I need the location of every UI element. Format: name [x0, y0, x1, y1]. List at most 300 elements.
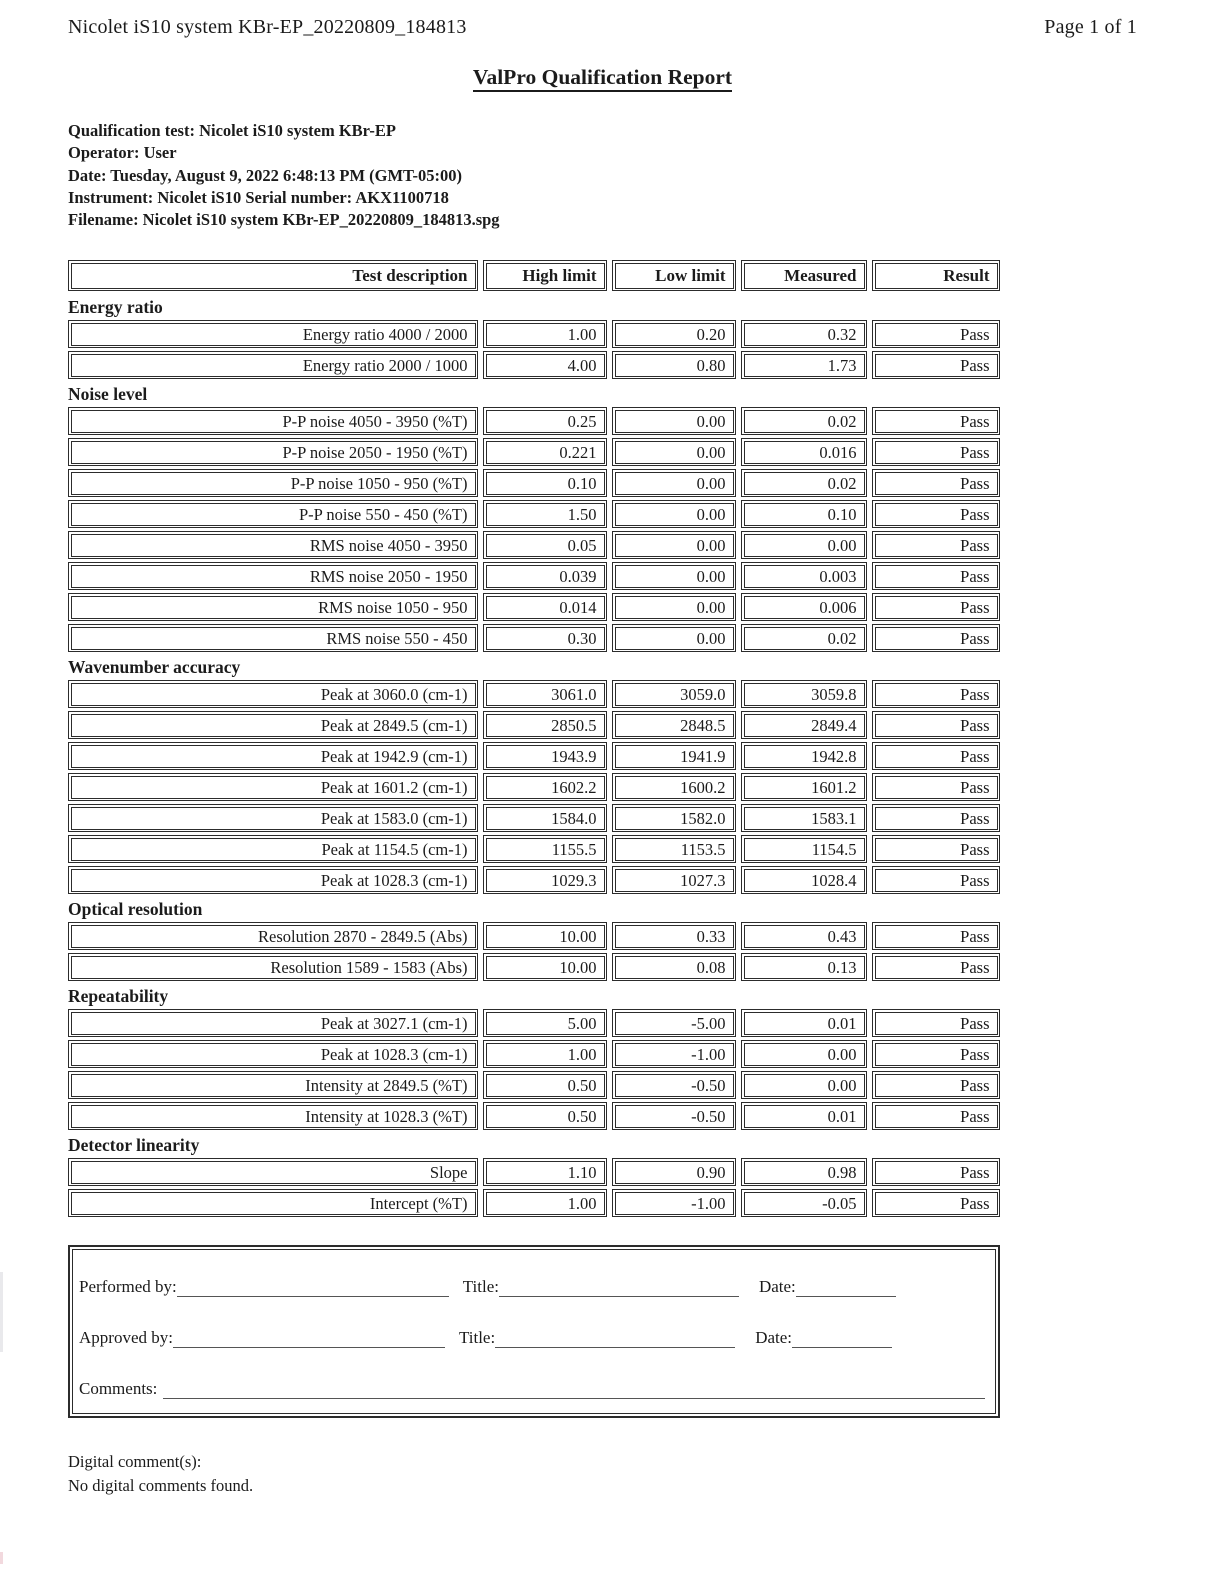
cell-text: 2850.5 [486, 714, 605, 737]
cell-low [612, 593, 736, 621]
cell-text: 3061.0 [486, 683, 605, 706]
cell-text: 0.20 [615, 323, 734, 346]
title-line [495, 1332, 735, 1348]
cell-low [612, 804, 736, 832]
approved-by-row [79, 1328, 989, 1348]
cell-high [483, 711, 607, 739]
cell-text: Resolution 2870 - 2849.5 (Abs) [71, 925, 476, 948]
cell-result [872, 593, 1000, 621]
report-title: ValPro Qualification Report [68, 65, 1137, 90]
cell-measured [741, 680, 867, 708]
cell-text: -0.05 [744, 1192, 865, 1215]
table-row [68, 1158, 1000, 1186]
cell-low [612, 711, 736, 739]
cell-text: Pass [875, 1105, 998, 1128]
cell-test [68, 866, 478, 894]
cell-text: Pass [875, 1074, 998, 1097]
meta-qualification-test: Qualification test: Nicolet iS10 system KBr-EP [68, 121, 396, 140]
cell-result [872, 680, 1000, 708]
table-row [68, 1102, 1000, 1130]
column-header-test-description: Test description [68, 260, 478, 291]
digital-comments [68, 1450, 1137, 1498]
cell-text: RMS noise 4050 - 3950 [71, 534, 476, 557]
title-label: Title: [462, 1277, 499, 1297]
cell-high [483, 438, 607, 466]
cell-text: 0.003 [744, 565, 865, 588]
cell-low [612, 1102, 736, 1130]
table-row [68, 1071, 1000, 1099]
cell-high [483, 804, 607, 832]
scan-edge-artifact [0, 1552, 3, 1564]
cell-result [872, 1158, 1000, 1186]
cell-text: Pass [875, 410, 998, 433]
table-row [68, 773, 1000, 801]
cell-text: RMS noise 1050 - 950 [71, 596, 476, 619]
performed-by-row [79, 1277, 989, 1297]
cell-measured [741, 351, 867, 379]
table-row [68, 1189, 1000, 1217]
cell-test [68, 624, 478, 652]
date-label: Date: [755, 1328, 793, 1348]
column-header-result: Result [872, 260, 1000, 291]
cell-text: P-P noise 4050 - 3950 (%T) [71, 410, 476, 433]
cell-measured [741, 1102, 867, 1130]
cell-result [872, 804, 1000, 832]
cell-high [483, 531, 607, 559]
cell-text: 0.50 [486, 1074, 605, 1097]
cell-text: 1.00 [486, 1192, 605, 1215]
cell-test [68, 1040, 478, 1068]
cell-test [68, 562, 478, 590]
cell-text: Intensity at 2849.5 (%T) [71, 1074, 476, 1097]
cell-test [68, 1158, 478, 1186]
cell-text: 1942.8 [744, 745, 865, 768]
section-label-detector-linearity: Detector linearity [68, 1135, 200, 1156]
table-row [68, 804, 1000, 832]
meta-instrument: Instrument: Nicolet iS10 Serial number: AKX1100718 [68, 187, 449, 207]
cell-high [483, 320, 607, 348]
cell-text: -1.00 [615, 1192, 734, 1215]
cell-result [872, 1071, 1000, 1099]
cell-test [68, 804, 478, 832]
cell-text: 0.80 [615, 354, 734, 377]
column-header-measured: Measured [741, 260, 867, 291]
cell-text: 1029.3 [486, 869, 605, 892]
cell-result [872, 1189, 1000, 1217]
cell-text: Pass [875, 838, 998, 861]
scan-edge-artifact [0, 1272, 3, 1352]
cell-test [68, 835, 478, 863]
cell-text: Peak at 2849.5 (cm-1) [71, 714, 476, 737]
cell-low [612, 320, 736, 348]
cell-text: Pass [875, 323, 998, 346]
table-row [68, 624, 1000, 652]
cell-low [612, 773, 736, 801]
performed-by-label: Performed by: [79, 1277, 177, 1297]
meta-operator: Operator: User [68, 143, 177, 163]
cell-text: 0.00 [744, 534, 865, 557]
table-row [68, 866, 1000, 894]
cell-result [872, 1102, 1000, 1130]
cell-test [68, 593, 478, 621]
cell-text: P-P noise 550 - 450 (%T) [71, 503, 476, 526]
cell-measured [741, 562, 867, 590]
cell-text: 2849.4 [744, 714, 865, 737]
cell-text: 0.00 [615, 565, 734, 588]
cell-text: Peak at 1028.3 (cm-1) [71, 869, 476, 892]
cell-text: 0.00 [615, 627, 734, 650]
section-label-optical-resolution: Optical resolution [68, 899, 203, 920]
cell-text: Peak at 1583.0 (cm-1) [71, 807, 476, 830]
cell-low [612, 1071, 736, 1099]
cell-text: 0.00 [615, 472, 734, 495]
cell-measured [741, 773, 867, 801]
cell-text: 4.00 [486, 354, 605, 377]
cell-text: Pass [875, 354, 998, 377]
cell-text: Energy ratio 2000 / 1000 [71, 354, 476, 377]
cell-text: 0.02 [744, 410, 865, 433]
cell-high [483, 351, 607, 379]
cell-text: Resolution 1589 - 1583 (Abs) [71, 956, 476, 979]
cell-test [68, 438, 478, 466]
cell-result [872, 562, 1000, 590]
cell-text: 0.00 [744, 1074, 865, 1097]
cell-low [612, 438, 736, 466]
cell-text: Pass [875, 776, 998, 799]
cell-result [872, 624, 1000, 652]
cell-high [483, 562, 607, 590]
table-row [68, 562, 1000, 590]
cell-text: -1.00 [615, 1043, 734, 1066]
section-label-noise-level: Noise level [68, 384, 148, 405]
table-row [68, 407, 1000, 435]
table-row [68, 711, 1000, 739]
cell-high [483, 742, 607, 770]
section-label-energy-ratio: Energy ratio [68, 297, 163, 318]
cell-measured [741, 1009, 867, 1037]
cell-measured [741, 438, 867, 466]
cell-low [612, 351, 736, 379]
cell-text: Pass [875, 807, 998, 830]
cell-low [612, 469, 736, 497]
cell-measured [741, 804, 867, 832]
cell-measured [741, 1158, 867, 1186]
table-row [68, 1040, 1000, 1068]
cell-measured [741, 922, 867, 950]
table-header-row [68, 260, 1000, 291]
cell-text: 0.00 [615, 503, 734, 526]
cell-measured [741, 1189, 867, 1217]
cell-result [872, 866, 1000, 894]
cell-measured [741, 1071, 867, 1099]
meta-date: Date: Tuesday, August 9, 2022 6:48:13 PM (GMT-05:00) [68, 165, 463, 185]
cell-text: 0.00 [615, 410, 734, 433]
performed-by-signature-line [177, 1281, 449, 1297]
cell-low [612, 500, 736, 528]
page-header [68, 16, 1137, 39]
table-row [68, 680, 1000, 708]
cell-text: 0.90 [615, 1161, 734, 1184]
cell-high [483, 1009, 607, 1037]
cell-low [612, 624, 736, 652]
cell-low [612, 835, 736, 863]
cell-test [68, 1009, 478, 1037]
cell-result [872, 711, 1000, 739]
header-filename: Nicolet iS10 system KBr-EP_20220809_184813 [68, 16, 467, 38]
cell-low [612, 742, 736, 770]
cell-text: 0.32 [744, 323, 865, 346]
cell-text: Pass [875, 1043, 998, 1066]
cell-low [612, 680, 736, 708]
table-row [68, 742, 1000, 770]
cell-high [483, 866, 607, 894]
cell-low [612, 1009, 736, 1037]
cell-test [68, 773, 478, 801]
cell-measured [741, 500, 867, 528]
cell-text: 0.33 [615, 925, 734, 948]
qualification-table [68, 260, 1000, 1217]
cell-low [612, 531, 736, 559]
cell-text: 2848.5 [615, 714, 734, 737]
cell-high [483, 1158, 607, 1186]
cell-text: Peak at 3027.1 (cm-1) [71, 1012, 476, 1035]
table-row [68, 835, 1000, 863]
table-row [68, 1009, 1000, 1037]
cell-result [872, 531, 1000, 559]
column-header-high-limit: High limit [483, 260, 607, 291]
cell-high [483, 1102, 607, 1130]
cell-high [483, 593, 607, 621]
cell-text: 0.00 [615, 441, 734, 464]
title-line [499, 1281, 739, 1297]
cell-low [612, 953, 736, 981]
cell-text: Peak at 3060.0 (cm-1) [71, 683, 476, 706]
cell-measured [741, 407, 867, 435]
cell-test [68, 922, 478, 950]
comments-label: Comments: [79, 1379, 158, 1399]
cell-test [68, 500, 478, 528]
cell-text: 0.02 [744, 627, 865, 650]
cell-text: 1941.9 [615, 745, 734, 768]
cell-result [872, 773, 1000, 801]
cell-high [483, 1040, 607, 1068]
cell-measured [741, 469, 867, 497]
cell-text: 0.05 [486, 534, 605, 557]
cell-result [872, 407, 1000, 435]
cell-result [872, 742, 1000, 770]
cell-measured [741, 593, 867, 621]
cell-high [483, 773, 607, 801]
cell-text: 0.98 [744, 1161, 865, 1184]
cell-low [612, 866, 736, 894]
column-header-low-limit: Low limit [612, 260, 736, 291]
cell-text: Peak at 1601.2 (cm-1) [71, 776, 476, 799]
cell-result [872, 1009, 1000, 1037]
cell-text: 0.039 [486, 565, 605, 588]
comments-row [79, 1379, 989, 1399]
cell-low [612, 922, 736, 950]
cell-text: Pass [875, 745, 998, 768]
report-metadata [68, 120, 1137, 231]
cell-result [872, 953, 1000, 981]
cell-text: RMS noise 2050 - 1950 [71, 565, 476, 588]
cell-test [68, 320, 478, 348]
cell-measured [741, 711, 867, 739]
report-page [68, 0, 1137, 1498]
cell-result [872, 351, 1000, 379]
cell-text: 0.08 [615, 956, 734, 979]
cell-text: 0.00 [615, 534, 734, 557]
table-body [68, 297, 1000, 1217]
cell-text: 1.10 [486, 1161, 605, 1184]
cell-low [612, 562, 736, 590]
cell-text: Peak at 1028.3 (cm-1) [71, 1043, 476, 1066]
cell-text: Pass [875, 503, 998, 526]
cell-text: 1602.2 [486, 776, 605, 799]
cell-result [872, 438, 1000, 466]
cell-measured [741, 320, 867, 348]
cell-text: 5.00 [486, 1012, 605, 1035]
cell-text: 1.50 [486, 503, 605, 526]
cell-text: 1028.4 [744, 869, 865, 892]
cell-text: 1153.5 [615, 838, 734, 861]
cell-high [483, 922, 607, 950]
cell-high [483, 953, 607, 981]
cell-text: 1027.3 [615, 869, 734, 892]
table-row [68, 953, 1000, 981]
cell-text: Energy ratio 4000 / 2000 [71, 323, 476, 346]
cell-text: 1154.5 [744, 838, 865, 861]
cell-text: Pass [875, 1012, 998, 1035]
cell-result [872, 500, 1000, 528]
cell-text: 1584.0 [486, 807, 605, 830]
cell-low [612, 1158, 736, 1186]
cell-measured [741, 835, 867, 863]
cell-high [483, 500, 607, 528]
digital-comments-value: No digital comments found. [68, 1476, 254, 1496]
cell-test [68, 1071, 478, 1099]
cell-low [612, 1189, 736, 1217]
cell-high [483, 680, 607, 708]
cell-result [872, 469, 1000, 497]
cell-text: Pass [875, 1161, 998, 1184]
comments-line [163, 1383, 985, 1399]
table-row [68, 593, 1000, 621]
table-row [68, 922, 1000, 950]
date-label: Date: [758, 1277, 796, 1297]
cell-text: 0.02 [744, 472, 865, 495]
meta-filename: Filename: Nicolet iS10 system KBr-EP_20220809_184813.spg [68, 210, 500, 230]
cell-text: 0.01 [744, 1105, 865, 1128]
cell-text: -0.50 [615, 1105, 734, 1128]
page-number: Page 1 of 1 [1044, 16, 1137, 38]
cell-text: 3059.0 [615, 683, 734, 706]
cell-text: RMS noise 550 - 450 [71, 627, 476, 650]
table-row [68, 500, 1000, 528]
cell-result [872, 320, 1000, 348]
cell-text: 1600.2 [615, 776, 734, 799]
cell-high [483, 835, 607, 863]
section-label-repeatability: Repeatability [68, 986, 169, 1007]
cell-text: Pass [875, 925, 998, 948]
cell-text: 0.50 [486, 1105, 605, 1128]
approved-by-signature-line [173, 1332, 445, 1348]
cell-text: 1.73 [744, 354, 865, 377]
cell-measured [741, 1040, 867, 1068]
cell-test [68, 1102, 478, 1130]
title-label: Title: [458, 1328, 496, 1348]
date-line [792, 1332, 892, 1348]
cell-text: 0.016 [744, 441, 865, 464]
date-line [796, 1281, 896, 1297]
cell-text: 0.25 [486, 410, 605, 433]
cell-text: -0.50 [615, 1074, 734, 1097]
cell-text: Intensity at 1028.3 (%T) [71, 1105, 476, 1128]
cell-text: Pass [875, 441, 998, 464]
cell-text: 1583.1 [744, 807, 865, 830]
cell-text: Slope [71, 1161, 476, 1184]
cell-text: Pass [875, 472, 998, 495]
table-row [68, 438, 1000, 466]
cell-text: P-P noise 1050 - 950 (%T) [71, 472, 476, 495]
section-label-wavenumber-accuracy: Wavenumber accuracy [68, 657, 241, 678]
cell-text: Peak at 1942.9 (cm-1) [71, 745, 476, 768]
cell-high [483, 1071, 607, 1099]
cell-test [68, 469, 478, 497]
cell-text: 3059.8 [744, 683, 865, 706]
cell-test [68, 711, 478, 739]
cell-text: 0.00 [615, 596, 734, 619]
cell-measured [741, 742, 867, 770]
cell-low [612, 1040, 736, 1068]
cell-text: 0.00 [744, 1043, 865, 1066]
cell-test [68, 1189, 478, 1217]
cell-text: Pass [875, 869, 998, 892]
cell-text: 0.43 [744, 925, 865, 948]
cell-high [483, 1189, 607, 1217]
cell-text: 0.006 [744, 596, 865, 619]
cell-text: 1.00 [486, 1043, 605, 1066]
cell-result [872, 835, 1000, 863]
cell-text: Pass [875, 714, 998, 737]
cell-text: Pass [875, 565, 998, 588]
cell-high [483, 469, 607, 497]
cell-test [68, 531, 478, 559]
table-row [68, 351, 1000, 379]
cell-text: 0.014 [486, 596, 605, 619]
cell-text: Pass [875, 1192, 998, 1215]
cell-text: Pass [875, 596, 998, 619]
cell-measured [741, 953, 867, 981]
cell-text: 1155.5 [486, 838, 605, 861]
cell-text: Intercept (%T) [71, 1192, 476, 1215]
cell-high [483, 624, 607, 652]
cell-text: 0.10 [486, 472, 605, 495]
cell-low [612, 407, 736, 435]
cell-text: 0.13 [744, 956, 865, 979]
cell-text: 1943.9 [486, 745, 605, 768]
cell-text: Pass [875, 627, 998, 650]
cell-text: 0.30 [486, 627, 605, 650]
cell-text: Pass [875, 534, 998, 557]
cell-result [872, 922, 1000, 950]
cell-text: 0.01 [744, 1012, 865, 1035]
cell-text: P-P noise 2050 - 1950 (%T) [71, 441, 476, 464]
cell-measured [741, 866, 867, 894]
approved-by-label: Approved by: [79, 1328, 173, 1348]
cell-test [68, 680, 478, 708]
cell-text: 10.00 [486, 956, 605, 979]
